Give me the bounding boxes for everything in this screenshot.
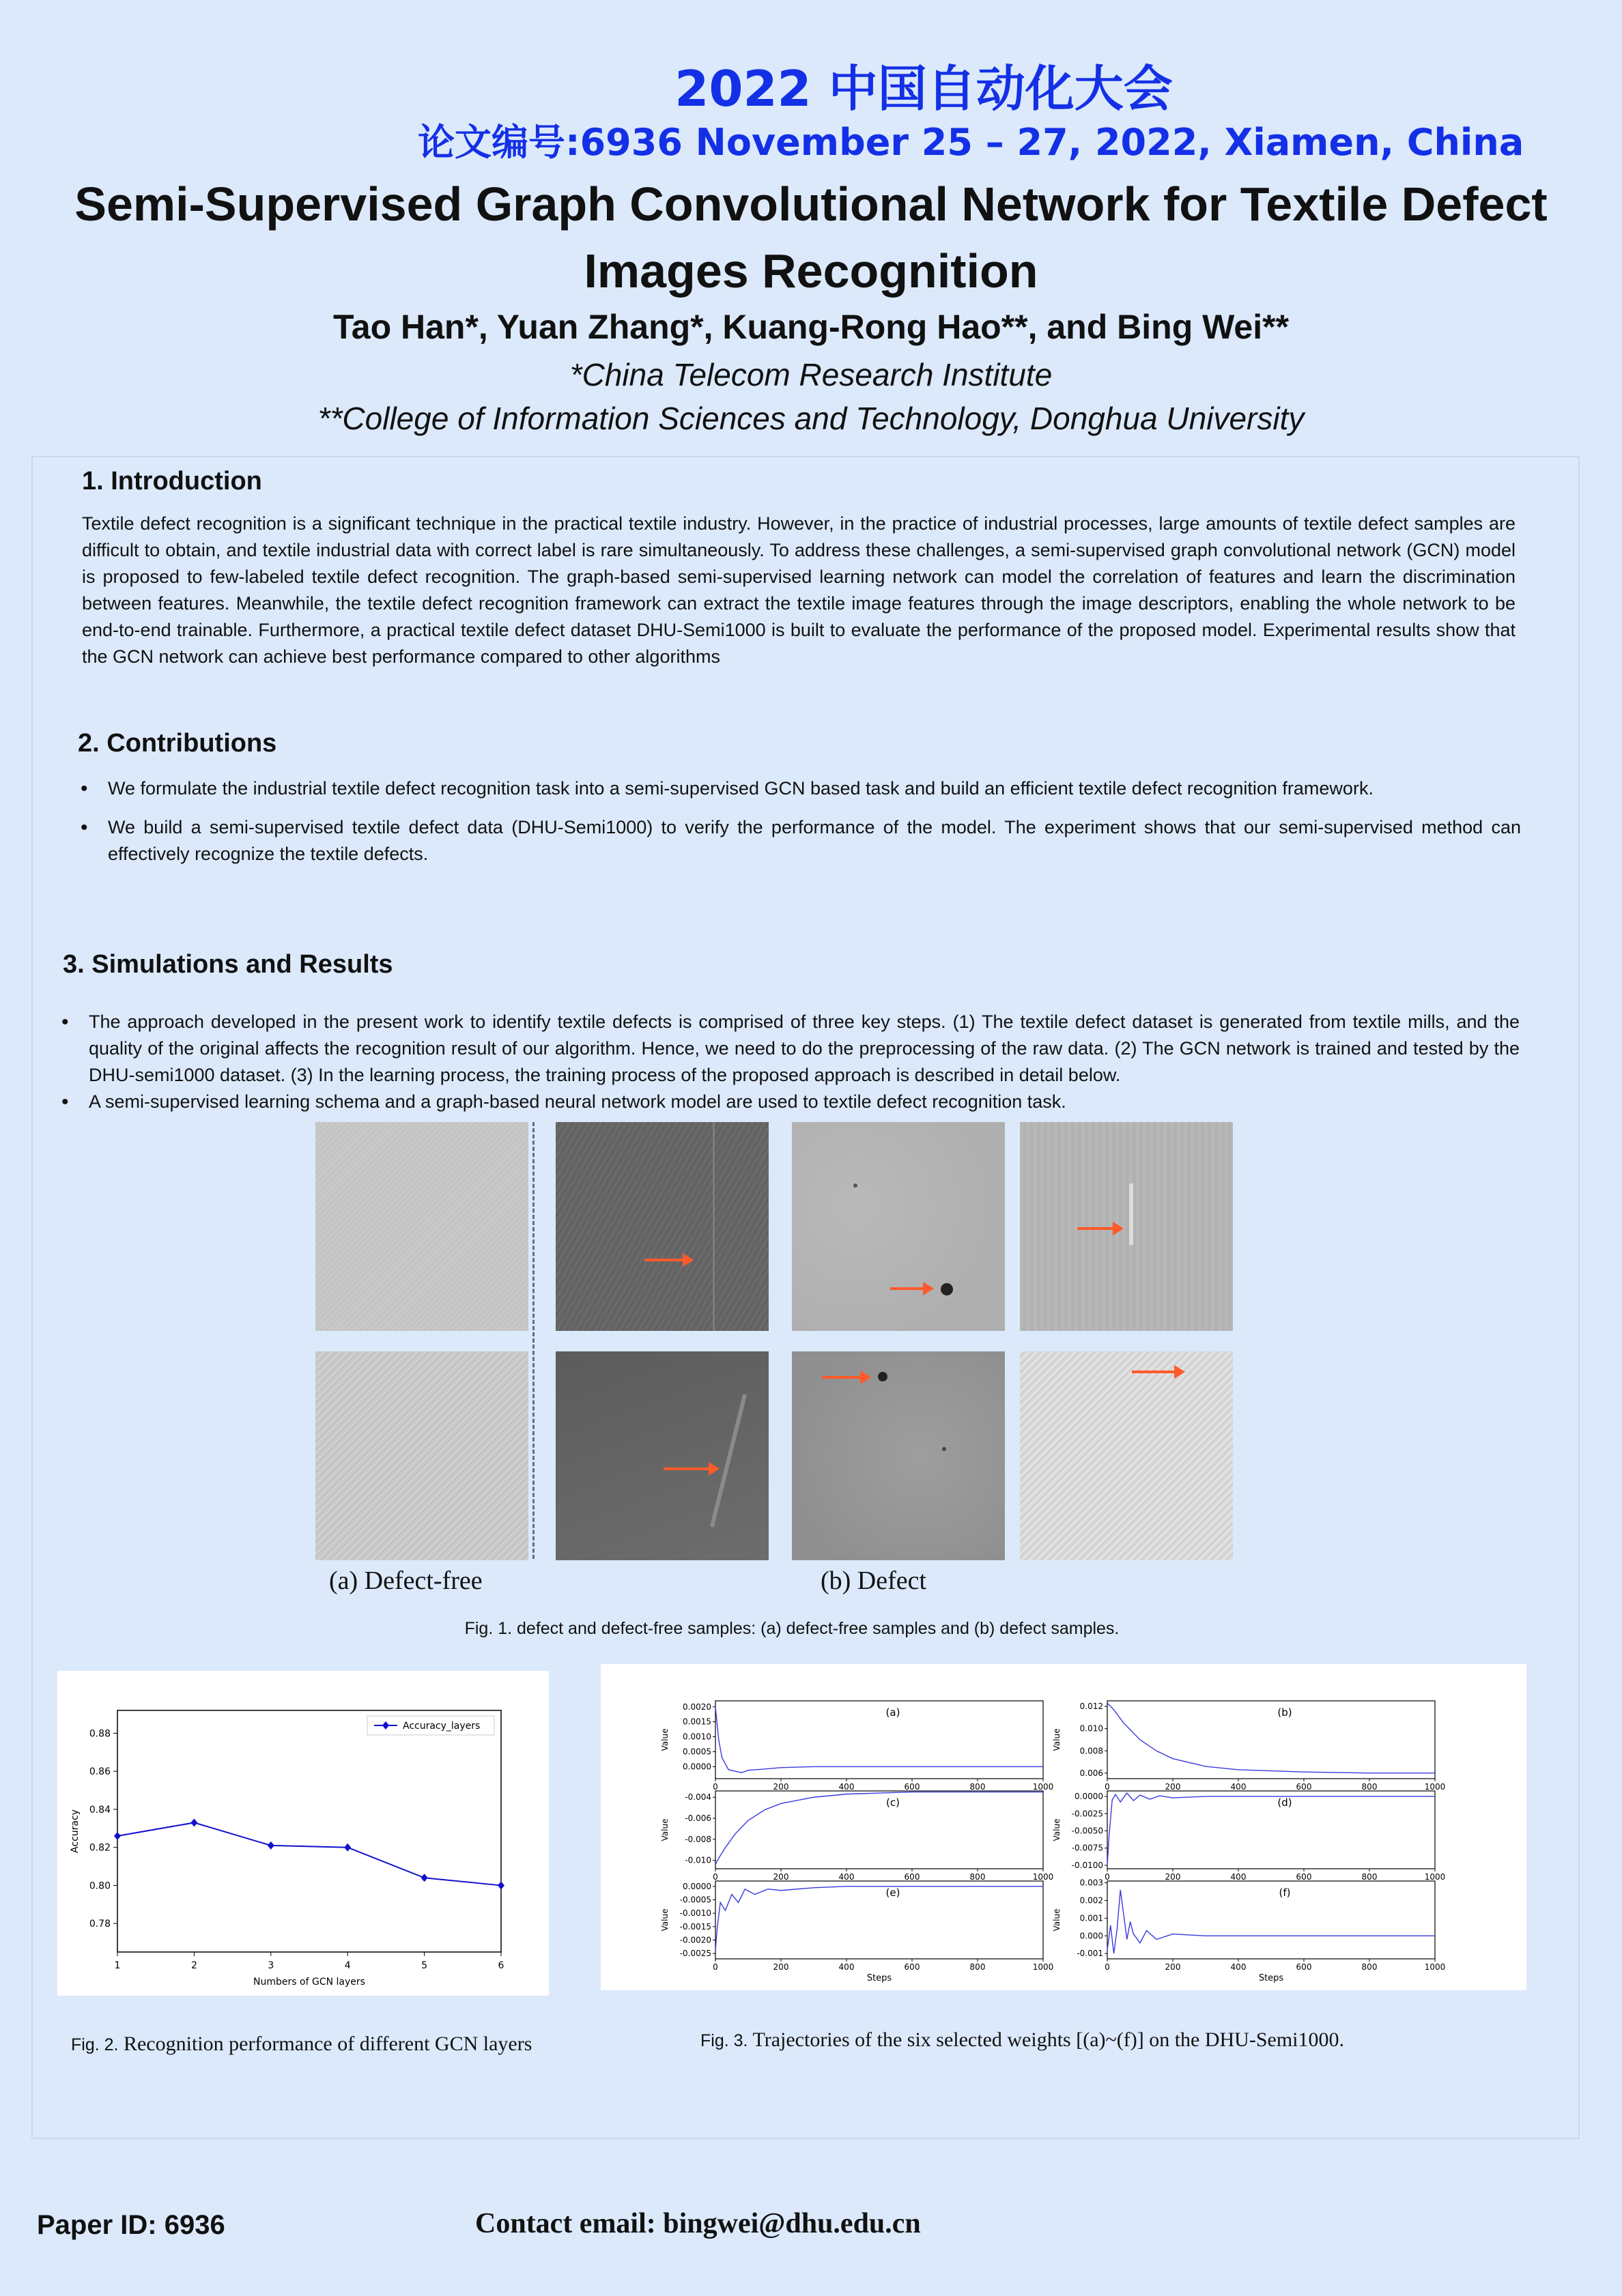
y-tick-label: 0.0000	[683, 1881, 711, 1891]
subplot-frame	[1107, 1881, 1435, 1959]
subplot-label: (c)	[886, 1796, 900, 1809]
defect-spot-mark	[878, 1372, 887, 1381]
x-tick-label: 200	[773, 1782, 789, 1792]
y-tick-label: -0.0025	[1071, 1809, 1103, 1819]
y-tick-label: 0.012	[1079, 1702, 1103, 1712]
subplot-frame	[1107, 1791, 1435, 1869]
legend-label: Accuracy_layers	[403, 1721, 481, 1732]
y-tick-label: -0.0100	[1071, 1860, 1103, 1870]
y-tick-label: 0.0000	[683, 1762, 711, 1772]
fig2-chart-panel	[57, 1671, 549, 1996]
weight-trajectory-line	[715, 1792, 1043, 1865]
y-tick-label: 0.003	[1079, 1878, 1103, 1888]
x-tick-label: 1000	[1032, 1872, 1054, 1882]
y-axis-label: Value	[660, 1728, 670, 1751]
y-tick-label: -0.006	[685, 1813, 711, 1824]
x-tick-label: 400	[1230, 1872, 1247, 1882]
defect-arrow-icon	[1132, 1371, 1177, 1373]
y-tick-label: -0.0025	[679, 1949, 711, 1959]
y-tick-label: -0.010	[685, 1855, 711, 1865]
x-axis-label: Steps	[1258, 1973, 1284, 1983]
y-tick-label: 0.010	[1079, 1723, 1103, 1734]
x-tick-label: 0	[1105, 1962, 1110, 1972]
fig1-image-grid	[315, 1122, 1233, 1560]
sample-defect-2	[1020, 1122, 1233, 1331]
weight-trajectory-line	[1107, 1703, 1435, 1773]
x-axis-label: Numbers of GCN layers	[253, 1977, 365, 1988]
x-tick-label: 200	[1165, 1782, 1181, 1792]
y-tick-label: -0.0010	[679, 1908, 711, 1919]
y-tick-label: 0.0000	[1075, 1792, 1103, 1802]
x-tick-label: 1000	[1032, 1962, 1054, 1972]
x-tick-label: 5	[421, 1960, 428, 1971]
x-tick-label: 0	[713, 1782, 718, 1792]
x-tick-label: 800	[969, 1872, 986, 1882]
affiliation-2: **College of Information Sciences and Technology, Donghua University	[317, 401, 1305, 436]
x-tick-label: 1000	[1424, 1782, 1446, 1792]
x-axis-label: Steps	[866, 1973, 892, 1983]
x-tick-label: 600	[904, 1782, 920, 1792]
conference-title: 2022 中国自动化大会	[674, 60, 1173, 117]
subplot-label: (e)	[885, 1886, 900, 1899]
fig1-label-b: (b) Defect	[821, 1566, 927, 1595]
x-tick-label: 1000	[1424, 1872, 1446, 1882]
y-tick-label: 0.000	[1079, 1931, 1103, 1941]
x-tick-label: 200	[1165, 1872, 1181, 1882]
fig3-caption-prefix: Fig. 3.	[700, 2031, 748, 2050]
y-tick-label: 0.80	[89, 1880, 111, 1892]
y-tick-label: 0.86	[89, 1766, 111, 1778]
contact-email: Contact email: bingwei@dhu.edu.cn	[475, 2208, 921, 2239]
weight-trajectory-line	[715, 1886, 1043, 1951]
sample-defect-1	[792, 1122, 1005, 1331]
y-axis-label: Value	[1052, 1818, 1062, 1841]
weight-trajectory-line	[1107, 1890, 1435, 1953]
x-tick-label: 6	[498, 1960, 504, 1971]
x-tick-label: 200	[773, 1962, 789, 1972]
subplot-frame	[1107, 1701, 1435, 1779]
contributions-heading: 2. Contributions	[78, 729, 277, 758]
y-tick-label: 0.82	[89, 1842, 111, 1854]
x-tick-label: 400	[1230, 1962, 1247, 1972]
fig2-caption-prefix: Fig. 2.	[71, 2035, 119, 2054]
weight-trajectory-line	[715, 1707, 1043, 1773]
defect-line-mark	[713, 1122, 715, 1331]
fig1-caption: Fig. 1. defect and defect-free samples: (a) defect-free samples and (b) defect samples.	[464, 1619, 1120, 1638]
data-point	[498, 1881, 504, 1889]
y-axis-label: Value	[1052, 1908, 1062, 1932]
sample-defect-3	[792, 1351, 1005, 1560]
weight-trajectory-line	[1107, 1793, 1435, 1865]
fig1-label-a: (a) Defect-free	[329, 1566, 483, 1595]
y-tick-label: -0.001	[1077, 1949, 1103, 1959]
y-tick-label: 0.0005	[683, 1747, 711, 1757]
x-tick-label: 800	[969, 1782, 986, 1792]
y-tick-label: 0.002	[1079, 1895, 1103, 1906]
subplot-frame	[715, 1791, 1043, 1869]
subplot-label: (f)	[1279, 1886, 1291, 1899]
results-heading: 3. Simulations and Results	[63, 950, 393, 979]
authors: Tao Han*, Yuan Zhang*, Kuang-Rong Hao**, and Bing Wei**	[332, 308, 1290, 346]
sample-defect-free-3	[315, 1351, 528, 1560]
y-tick-label: -0.008	[685, 1834, 711, 1844]
data-point	[190, 1818, 197, 1826]
y-tick-label: -0.0005	[679, 1895, 711, 1905]
y-axis-label: Value	[660, 1908, 670, 1932]
defect-streak-mark	[710, 1394, 747, 1527]
y-tick-label: 0.78	[89, 1919, 111, 1930]
x-tick-label: 200	[773, 1872, 789, 1882]
defect-arrow-icon	[644, 1259, 685, 1261]
y-tick-label: 0.0020	[683, 1702, 711, 1712]
fig3-caption	[700, 2028, 1344, 2052]
divider-line	[532, 1122, 535, 1559]
y-axis-label: Value	[660, 1818, 670, 1841]
x-tick-label: 3	[268, 1960, 274, 1971]
x-tick-label: 800	[1361, 1962, 1378, 1972]
data-point	[344, 1843, 351, 1852]
sample-defect-free-1	[315, 1122, 528, 1331]
y-tick-label: 0.008	[1079, 1746, 1103, 1756]
plot-frame	[117, 1710, 501, 1952]
fig3-caption-text: Trajectories of the six selected weights [(a)~(f)] on the DHU-Semi1000.	[748, 2028, 1344, 2051]
affiliation-1: *China Telecom Research Institute	[569, 357, 1053, 392]
y-tick-label: 0.0010	[683, 1732, 711, 1742]
fig3-chart-panel	[601, 1664, 1526, 1990]
x-tick-label: 800	[1361, 1872, 1378, 1882]
y-tick-label: -0.0020	[679, 1935, 711, 1945]
x-tick-label: 2	[190, 1960, 197, 1971]
y-tick-label: 0.006	[1079, 1768, 1103, 1778]
y-tick-label: 0.001	[1079, 1913, 1103, 1923]
data-point	[114, 1832, 121, 1840]
x-tick-label: 1000	[1424, 1962, 1446, 1972]
fig2-caption	[71, 2033, 532, 2056]
x-tick-label: 800	[1361, 1782, 1378, 1792]
y-axis-label: Accuracy	[70, 1809, 81, 1853]
x-tick-label: 400	[838, 1782, 855, 1792]
x-tick-label: 1	[114, 1960, 121, 1971]
contributions-list	[108, 775, 1521, 867]
x-tick-label: 600	[1296, 1872, 1312, 1882]
sample-defect-free-4	[556, 1351, 769, 1560]
defect-arrow-icon	[890, 1287, 926, 1290]
y-tick-label: 0.88	[89, 1728, 111, 1740]
y-tick-label: 0.0015	[683, 1717, 711, 1727]
x-tick-label: 400	[1230, 1782, 1247, 1792]
x-tick-label: 600	[904, 1962, 920, 1972]
results-list	[89, 1009, 1520, 1115]
introduction-text: Textile defect recognition is a significant technique in the practical textile industry. However, in the practice of industrial processes, large amounts of textile defect samples are difficult to obtain, and textile industrial data with correct label is rare simultaneously. To address these challenges, a semi-supervised graph convolutional network (GCN) model is proposed to few-labeled textile defect recognition. The graph-based semi-supervised learning network can model the correlation of features and learn the discrimination between features. Meanwhile, the textile defect recognition framework can extract the textile image features through the image descriptors, enabling the whole network to be end-to-end trainable. Furthermore, a practical textile defect dataset DHU-Semi1000 is built to evaluate the performance of the proposed model. Experimental results show that the GCN network can achieve best performance compared to other algorithms	[82, 513, 1516, 667]
sample-defect-free-2	[556, 1122, 769, 1331]
speck-mark	[853, 1183, 857, 1188]
fig2-caption-text: Recognition performance of different GCN layers	[118, 2033, 532, 2055]
x-tick-label: 0	[1105, 1782, 1110, 1792]
accuracy-layers-chart	[57, 1671, 549, 1996]
x-tick-label: 0	[713, 1962, 718, 1972]
x-tick-label: 400	[838, 1962, 855, 1972]
subplot-frame	[715, 1881, 1043, 1959]
x-tick-label: 4	[344, 1960, 351, 1971]
y-tick-label: -0.0050	[1071, 1826, 1103, 1836]
sample-defect-4	[1020, 1351, 1233, 1560]
subplot-label: (b)	[1277, 1706, 1292, 1719]
y-tick-label: 0.84	[89, 1804, 111, 1816]
subplot-label: (d)	[1277, 1796, 1292, 1809]
y-tick-label: -0.0015	[679, 1921, 711, 1932]
contribution-item: • We build a semi-supervised textile defect data (DHU-Semi1000) to verify the performance of the model. The experiment shows that our semi-supervised method can effectively recognize the textile defects.	[108, 814, 1521, 867]
speck-mark	[942, 1447, 946, 1451]
results-item: • A semi-supervised learning schema and a graph-based neural network model are used to textile defect recognition task.	[89, 1089, 1520, 1115]
defect-arrow-icon	[822, 1376, 863, 1379]
x-tick-label: 600	[904, 1872, 920, 1882]
introduction-heading: 1. Introduction	[82, 467, 262, 496]
data-point	[268, 1841, 274, 1850]
x-tick-label: 0	[713, 1872, 718, 1882]
subplot-label: (a)	[885, 1706, 900, 1719]
defect-arrow-icon	[664, 1467, 711, 1470]
defect-spot-mark	[941, 1283, 953, 1295]
x-tick-label: 600	[1296, 1962, 1312, 1972]
data-point	[421, 1874, 428, 1882]
series-line-accuracy	[117, 1822, 501, 1885]
x-tick-label: 1000	[1032, 1782, 1054, 1792]
x-tick-label: 600	[1296, 1782, 1312, 1792]
contribution-item: • We formulate the industrial textile defect recognition task into a semi-supervised GCN based task and build an efficient textile defect recognition framework.	[108, 775, 1521, 802]
weight-trajectories-chart	[601, 1664, 1526, 1990]
results-item: • The approach developed in the present work to identify textile defects is comprised of three key steps. (1) The textile defect dataset is generated from textile mills, and the quality of the original affects the recognition result of our algorithm. Hence, we need to do the preprocessing of the raw data. (2) The GCN network is trained and tested by the DHU-semi1000 dataset. (3) In the learning process, the training process of the proposed approach is described in detail below.	[89, 1009, 1520, 1089]
y-axis-label: Value	[1052, 1728, 1062, 1751]
x-tick-label: 200	[1165, 1962, 1181, 1972]
paper-id: Paper ID: 6936	[37, 2210, 225, 2240]
x-tick-label: 0	[1105, 1872, 1110, 1882]
poster-title: Semi-Supervised Graph Convolutional Network for Textile Defect Images Recognition	[74, 177, 1548, 298]
x-tick-label: 400	[838, 1872, 855, 1882]
defect-streak-mark	[1129, 1183, 1133, 1245]
x-tick-label: 800	[969, 1962, 986, 1972]
paper-info: 论文编号:6936 November 25 – 27, 2022, Xiamen, China	[418, 121, 1524, 164]
defect-arrow-icon	[1077, 1227, 1115, 1230]
y-tick-label: -0.0075	[1071, 1843, 1103, 1853]
y-tick-label: -0.004	[685, 1792, 711, 1803]
